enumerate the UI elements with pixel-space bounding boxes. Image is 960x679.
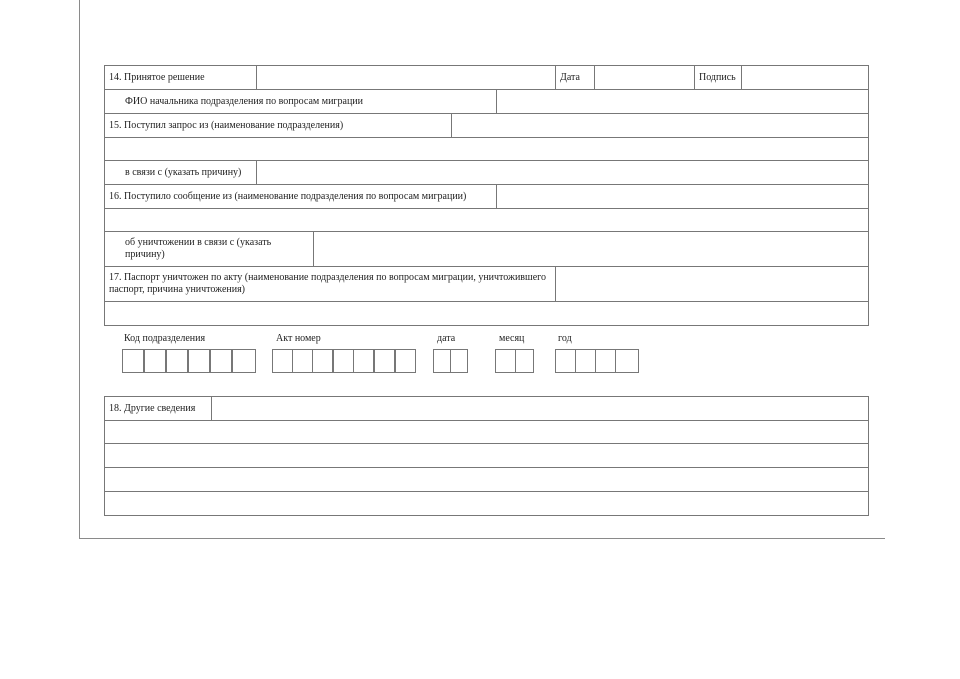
section16-reason-label: об уничтожении в связи с (указать причину) xyxy=(125,237,272,260)
message-dept-field-line2[interactable] xyxy=(104,208,869,232)
day-label: дата xyxy=(437,333,456,344)
other-info-line-2[interactable] xyxy=(104,420,869,444)
act-number-digit-3[interactable] xyxy=(312,349,333,373)
request-reason-field[interactable] xyxy=(256,160,869,185)
section15-label: 15. Поступил запрос из (наименование подразделения) xyxy=(109,120,344,131)
section18-label: 18. Другие сведения xyxy=(109,403,196,414)
act-number-digit-4[interactable] xyxy=(333,349,354,373)
dept-code-digit-6[interactable] xyxy=(232,349,256,373)
year-digit-3[interactable] xyxy=(595,349,616,373)
destroyed-by-act-field[interactable] xyxy=(555,266,869,302)
act-number-digit-5[interactable] xyxy=(353,349,374,373)
dept-code-digit-2[interactable] xyxy=(144,349,166,373)
year-label: год xyxy=(558,333,572,344)
date-field[interactable] xyxy=(594,65,695,90)
section14-label: 14. Принятое решение xyxy=(109,72,205,83)
section15-label-cell xyxy=(104,113,452,138)
dept-code-digit-5[interactable] xyxy=(210,349,232,373)
chief-name-field[interactable] xyxy=(496,89,869,114)
other-info-line-3[interactable] xyxy=(104,443,869,468)
month-digit-2[interactable] xyxy=(515,349,534,373)
signature-label-cell xyxy=(694,65,742,90)
signature-label: Подпись xyxy=(699,72,736,83)
dept-code-digit-1[interactable] xyxy=(122,349,144,373)
section18-label-cell xyxy=(104,396,212,421)
act-number-label: Акт номер xyxy=(276,333,321,344)
section15-reason-label: в связи с (указать причину) xyxy=(125,167,242,178)
day-digit-1[interactable] xyxy=(433,349,451,373)
dept-code-digit-3[interactable] xyxy=(166,349,188,373)
signature-field[interactable] xyxy=(741,65,869,90)
act-number-digit-7[interactable] xyxy=(395,349,416,373)
other-info-line-4[interactable] xyxy=(104,467,869,492)
act-number-digit-6[interactable] xyxy=(374,349,395,373)
month-digit-1[interactable] xyxy=(495,349,516,373)
year-digit-1[interactable] xyxy=(555,349,576,373)
section14-label-cell xyxy=(104,65,257,90)
date-label-cell xyxy=(555,65,595,90)
dept-code-digit-4[interactable] xyxy=(188,349,210,373)
section15-reason-label-cell xyxy=(104,160,257,185)
section17-label-cell xyxy=(104,266,556,302)
request-dept-field-line2[interactable] xyxy=(104,137,869,161)
act-number-digit-2[interactable] xyxy=(292,349,313,373)
day-digit-2[interactable] xyxy=(450,349,468,373)
destruction-reason-field[interactable] xyxy=(313,231,869,267)
section16-label-cell xyxy=(104,184,497,209)
request-dept-field[interactable] xyxy=(451,113,869,138)
other-info-line-5[interactable] xyxy=(104,491,869,516)
date-label: Дата xyxy=(560,72,580,83)
act-number-digit-1[interactable] xyxy=(272,349,293,373)
year-digit-2[interactable] xyxy=(575,349,596,373)
message-dept-field[interactable] xyxy=(496,184,869,209)
month-label: месяц xyxy=(499,333,525,344)
section16-label: 16. Поступило сообщение из (наименование подразделения по вопросам миграции) xyxy=(109,191,467,202)
section17-label: 17. Паспорт уничтожен по акту (наименование подразделения по вопросам миграции, уничтожившего паспорт, причина уничтожения) xyxy=(109,272,547,295)
chief-label: ФИО начальника подразделения по вопросам миграции xyxy=(125,96,364,107)
section16-reason-label-cell xyxy=(104,231,314,267)
chief-label-cell xyxy=(104,89,497,114)
destroyed-by-act-field-line2[interactable] xyxy=(104,301,869,326)
decision-field[interactable] xyxy=(256,65,556,90)
other-info-field[interactable] xyxy=(211,396,869,421)
year-digit-4[interactable] xyxy=(615,349,639,373)
dept-code-label: Код подразделения xyxy=(124,333,206,344)
